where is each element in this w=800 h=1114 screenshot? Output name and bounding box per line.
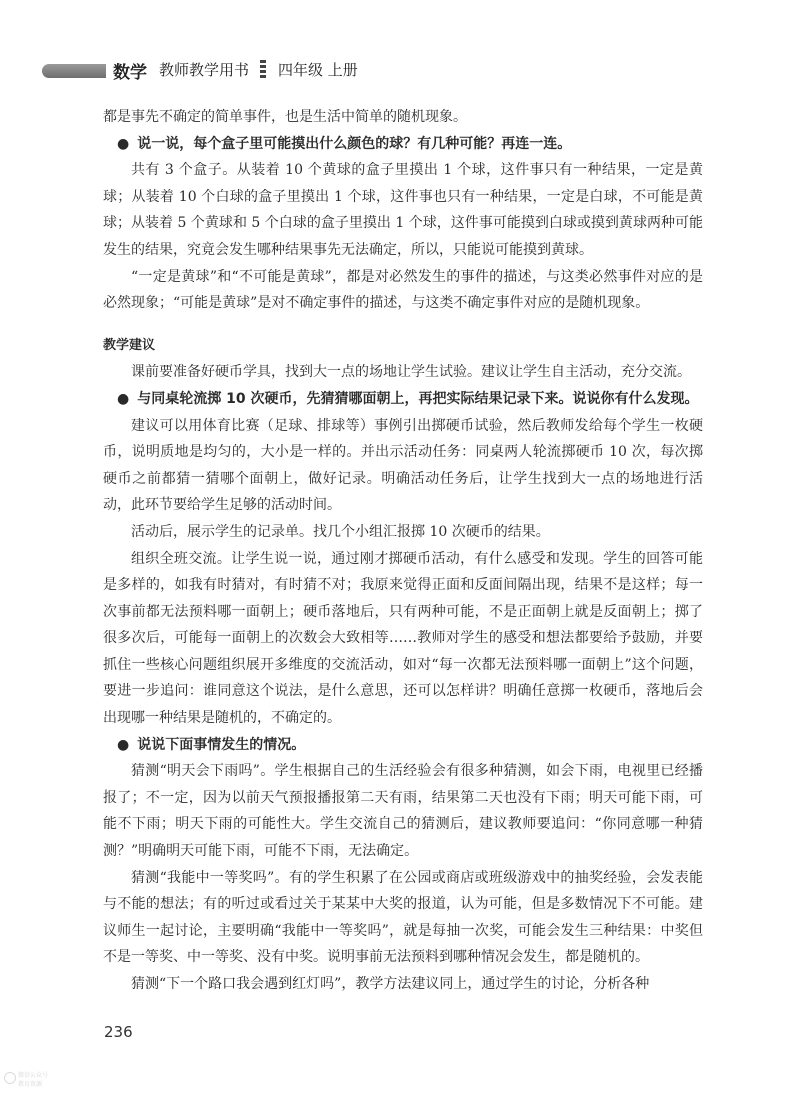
bullet-activity-2 (103, 386, 703, 413)
bullet-icon: ● (117, 390, 130, 407)
bullet-text: 说一说，每个盒子里可能摸出什么颜色的球？有几种可能？再连一连。 (137, 135, 572, 152)
paragraph: “一定是黄球”和“不可能是黄球”，都是对必然发生的事件的描述，与这类必然事件对应的是必然现象；“可能是黄球”是对不确定事件的描述，与这类不确定事件对应的是随机现象。 (103, 268, 703, 312)
page-header (0, 56, 800, 88)
paragraph-continuation: 都是事先不确定的简单事件，也是生活中简单的随机现象。 (103, 109, 467, 125)
paragraph: 建议可以用体育比赛（足球、排球等）事例引出掷硬币试验，然后教师发给每个学生一枚硬币，说明质地是均匀的，大小是一样的。并出示活动任务：同桌两人轮流掷硬币 10 次，每次掷硬币之前都猜一猜哪个面朝上，做好记录。明确活动任务后，让学生找到大一点的场地进行活动，此环节要给学生足够的活动时间。 (103, 417, 703, 514)
header-tab-bar (42, 64, 106, 78)
paragraph: 课前要准备好硬币学具，找到大一点的场地让学生试验。建议让学生自主活动，充分交流。 (131, 364, 691, 381)
header-subject: 数学 (113, 63, 147, 83)
paragraph: 活动后，展示学生的记录单。找几个小组汇报掷 10 次硬币的结果。 (131, 523, 550, 540)
paragraph: 猜测“我能中一等奖吗”。有的学生积累了在公园或商店或班级游戏中的抽奖经验，会发表能与不能的想法；有的听过或看过关于某某中大奖的报道，认为可能，但是多数情况下不可能。建议师生一起讨论，主要明确“我能中一等奖吗”，就是每抽一次奖，可能会发生三种结果：中奖但不是一等奖、中一等奖、没有中奖。说明事前无法预料到哪种情况会发生，都是随机的。 (103, 869, 703, 966)
header-separator (260, 60, 266, 80)
page-body (103, 104, 703, 998)
bullet-icon: ● (117, 736, 130, 753)
bullet-icon: ● (117, 135, 130, 152)
watermark (4, 1070, 52, 1100)
watermark-logo-icon (4, 1072, 16, 1084)
header-book-title: 教师教学用书 (159, 61, 250, 79)
paragraph: 猜测“下一个路口我会遇到红灯吗”，教学方法建议同上，通过学生的讨论，分析各种 (131, 976, 650, 992)
bullet-activity-1 (103, 131, 703, 158)
watermark-line-2: 教育资源 (18, 1081, 43, 1088)
bullet-text: 与同桌轮流掷 10 次硬币，先猜猜哪面朝上，再把实际结果记录下来。说说你有什么发现。 (137, 390, 699, 407)
watermark-line-1: 微信公众号 (18, 1072, 49, 1079)
bullet-text: 说说下面事情发生的情况。 (137, 736, 306, 753)
bullet-activity-3 (103, 732, 703, 759)
paragraph: 共有 3 个盒子。从装着 10 个黄球的盒子里摸出 1 个球，这件事只有一种结果，一定是黄球；从装着 10 个白球的盒子里摸出 1 个球，这件事也只有一种结果，一定是白球，不可能是黄球；从装着 5 个黄球和 5 个白球的盒子里摸出 1 个球，这件事可能摸到白球或摸到黄球两种可能发生的结果，究竟会发生哪种结果事先无法确定，所以，只能说可能摸到黄球。 (103, 162, 703, 258)
section-heading: 教学建议 (103, 337, 156, 353)
header-grade: 四年级 上册 (278, 61, 358, 79)
paragraph: 猜测“明天会下雨吗”。学生根据自己的生活经验会有很多种猜测，如会下雨，电视里已经播报了；不一定，因为以前天气预报播报第二天有雨，结果第二天也没有下雨；明天可能下雨，可能不下雨；明天下雨的可能性大。学生交流自己的猜测后，建议教师要追问：“你同意哪一种猜测？”明确明天可能下雨，可能不下雨，无法确定。 (103, 763, 703, 860)
paragraph: 组织全班交流。让学生说一说，通过刚才掷硬币活动，有什么感受和发现。学生的回答可能是多样的，如我有时猜对，有时猜不对；我原来觉得正面和反面间隔出现，结果不是这样；每一次事前都无法预料哪一面朝上；硬币落地后，只有两种可能，不是正面朝上就是反面朝上；掷了很多次后，可能每一面朝上的次数会大致相等……教师对学生的感受和想法都要给予鼓励，并要抓住一些核心问题组织展开多维度的交流活动，如对“每一次都无法预料哪一面朝上”这个问题，要进一步追问：谁同意这个说法，是什么意思，还可以怎样讲？明确任意掷一枚硬币，落地后会出现哪一种结果是随机的，不确定的。 (103, 550, 703, 727)
page-number: 236 (104, 1023, 133, 1041)
